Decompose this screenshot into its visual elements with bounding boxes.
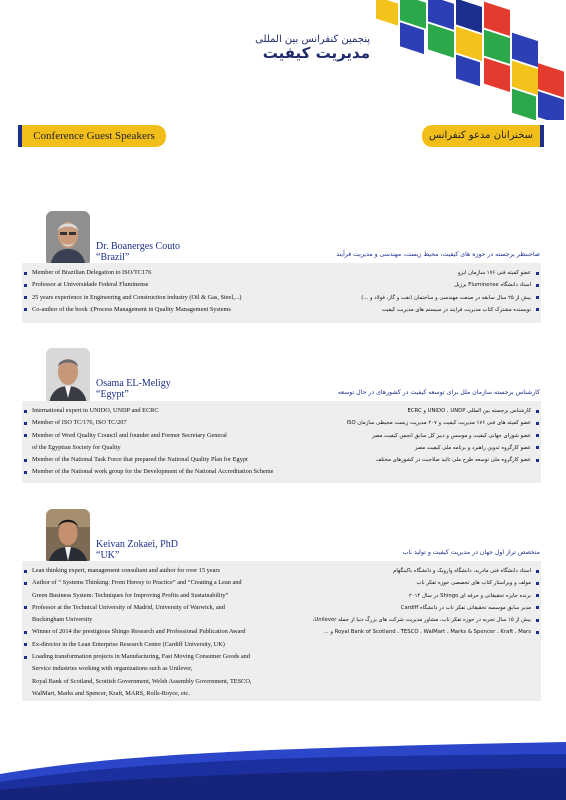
conference-logo (255, 34, 370, 62)
speaker-fa-list-1 (361, 267, 539, 316)
speaker-en-list-1 (24, 267, 242, 316)
speaker-name-3: Keivan Zokaei, PhD “UK” (96, 539, 178, 561)
list-item: مولف و ویراستار کتاب های تخصصی حوزه تفکر ناب (313, 577, 539, 589)
speaker-photo-2 (46, 348, 90, 404)
list-item: Lean thinking expert, management consultant and author for over 15 years (24, 565, 251, 577)
list-item: of the Egyptian Society for Quality (32, 443, 121, 451)
speaker-photo-3 (46, 509, 90, 565)
list-item: Loading transformation projects in Manufacturing, Fast Moving Consumer Goods and (24, 651, 251, 663)
list-item: Professor at Universidade Federal Fluminense (24, 279, 242, 291)
speaker-fa-list-2 (347, 405, 539, 466)
list-item: Member of the National Task Force that prepared the National Quality Plan for Egypt (24, 454, 273, 466)
speaker-fa-title-3: متخصص تراز اول جهان در مدیریت کیفیت و تولید ناب (402, 549, 540, 556)
list-item: بیش از ۱۵ سال تجربه در حوزه تفکر ناب، مشاور مدیریت شرکت های بزرگ دنیا از جمله Unilever، (313, 614, 539, 626)
list-item: مدیر سابق موسسه تحقیقاتی تفکر ناب در دانشگاه Cardiff (313, 602, 539, 614)
section-title-en: Conference Guest Speakers (18, 125, 166, 147)
list-item: Winner of 2014 the prestigious Shingo Research and Professional Publication Award (24, 626, 251, 638)
list-item: عضو کارگروه تدوین راهبرد و برنامه ملی کیفیت مصر (347, 442, 539, 454)
list-item: Royal Bank of Scotland ، TESCO ، WalMart ، Marks & Spencer ، Kraft ، Mars و ... (313, 626, 539, 638)
list-item: Co-author of the book :(Process Management in Quality Management Systems (24, 304, 242, 316)
list-item: International expert in UNIDO, UNDP and ECRC (24, 405, 273, 417)
decorative-wave-footer (0, 734, 566, 800)
list-item: Service industries working with organizations such as Unilever, (32, 665, 193, 673)
section-title-fa: سخنرانان مدعو کنفرانس (422, 125, 544, 147)
list-item: Member of Brazilian Delegation to ISO/TC176 (24, 267, 242, 279)
list-item: Member of Word Quality Council and founder and Former Secretary General (24, 430, 273, 442)
speaker-name-1: Dr. Boanerges Couto “Brazil” (96, 241, 180, 263)
list-item: Member of ISO TC/176, ISO TC/207 (24, 417, 273, 429)
list-item: استاد دانشگاه فنی مادرید، دانشگاه وارویک و دانشگاه باکینگهام (313, 565, 539, 577)
list-item: 25 years experience in Engineering and Construction industry (Oil & Gas, Steel,...) (24, 292, 242, 304)
list-item: Author of “ Systems Thinking: From Heresy to Practice” and “Creating a Lean and (24, 577, 251, 589)
speaker-fa-title-2: کارشناس برجسته سازمان ملل برای توسعه کیفیت در کشورهای در حال توسعه (337, 389, 540, 396)
list-item: نویسنده مشترک کتاب مدیریت فرایند در سیستم های مدیریت کیفیت (361, 304, 539, 316)
list-item: عضو کمیته های فنی ۱۷۶ مدیریت کیفیت و ۲۰۷ مدیریت زیست محیطی سازمان ISO (347, 417, 539, 429)
speaker-fa-title-1: صاحبنظر برجسته در حوزه های کیفیت، محیط زیست، مهندسی و مدیریت فرآیند (336, 251, 540, 258)
list-item: Ex-director in the Lean Enterprise Research Centre (Cardiff University, UK) (24, 639, 251, 651)
speaker-fa-list-3 (313, 565, 539, 639)
decorative-cubes-graphic (356, 0, 566, 120)
list-item: Royal Bank of Scotland, Scottish Government, Welsh Assembly Government, TESCO, (32, 677, 252, 685)
list-item: Buckingham University (32, 616, 93, 624)
list-item: بیش از ۲۵ سال سابقه در صنعت مهندسی و ساختمان (نفت و گاز، فولاد و ...) (361, 292, 539, 304)
list-item: Member of the National work group for the Development of the National Accreditation Scheme (24, 466, 273, 478)
list-item: عضو شورای جهانی کیفیت و موسس و دبیر کل سابق انجمن کیفیت مصر (347, 430, 539, 442)
list-item: کارشناس برجسته بین المللی UNIDO ، UNDP و ECRC (347, 405, 539, 417)
list-item: WalMart, Marks and Spencer, Kraft, MARS, Rolls-Royce, etc. (32, 689, 190, 697)
list-item: Green Business System: Techniques for Improving Profits and Sustainability” (32, 591, 229, 599)
conference-name-line2: مدیریت کیفیت (262, 44, 370, 62)
list-item: عضو کارگروه ملی توسعه طرح ملی تائید صلاحیت در کشورهای مختلف (347, 454, 539, 466)
list-item: برنده جایزه تحقیقاتی و حرفه ای Shingo در سال ۲۰۱۴ (313, 590, 539, 602)
speaker-photo-1 (46, 211, 90, 267)
list-item: Professor at the Technical University of Madrid, University of Warwick, and (24, 602, 251, 614)
list-item: استاد دانشگاه Fluminense برزیل (361, 279, 539, 291)
speaker-en-list-3 (24, 565, 251, 700)
speaker-en-list-2 (24, 405, 273, 479)
speaker-name-2: Osama EL-Meligy “Egypt” (96, 378, 171, 400)
list-item: عضو کمیته فنی ۱۷۶ سازمان ایزو (361, 267, 539, 279)
conference-name-line1: پنجمین کنفرانس بین المللی (255, 34, 370, 45)
